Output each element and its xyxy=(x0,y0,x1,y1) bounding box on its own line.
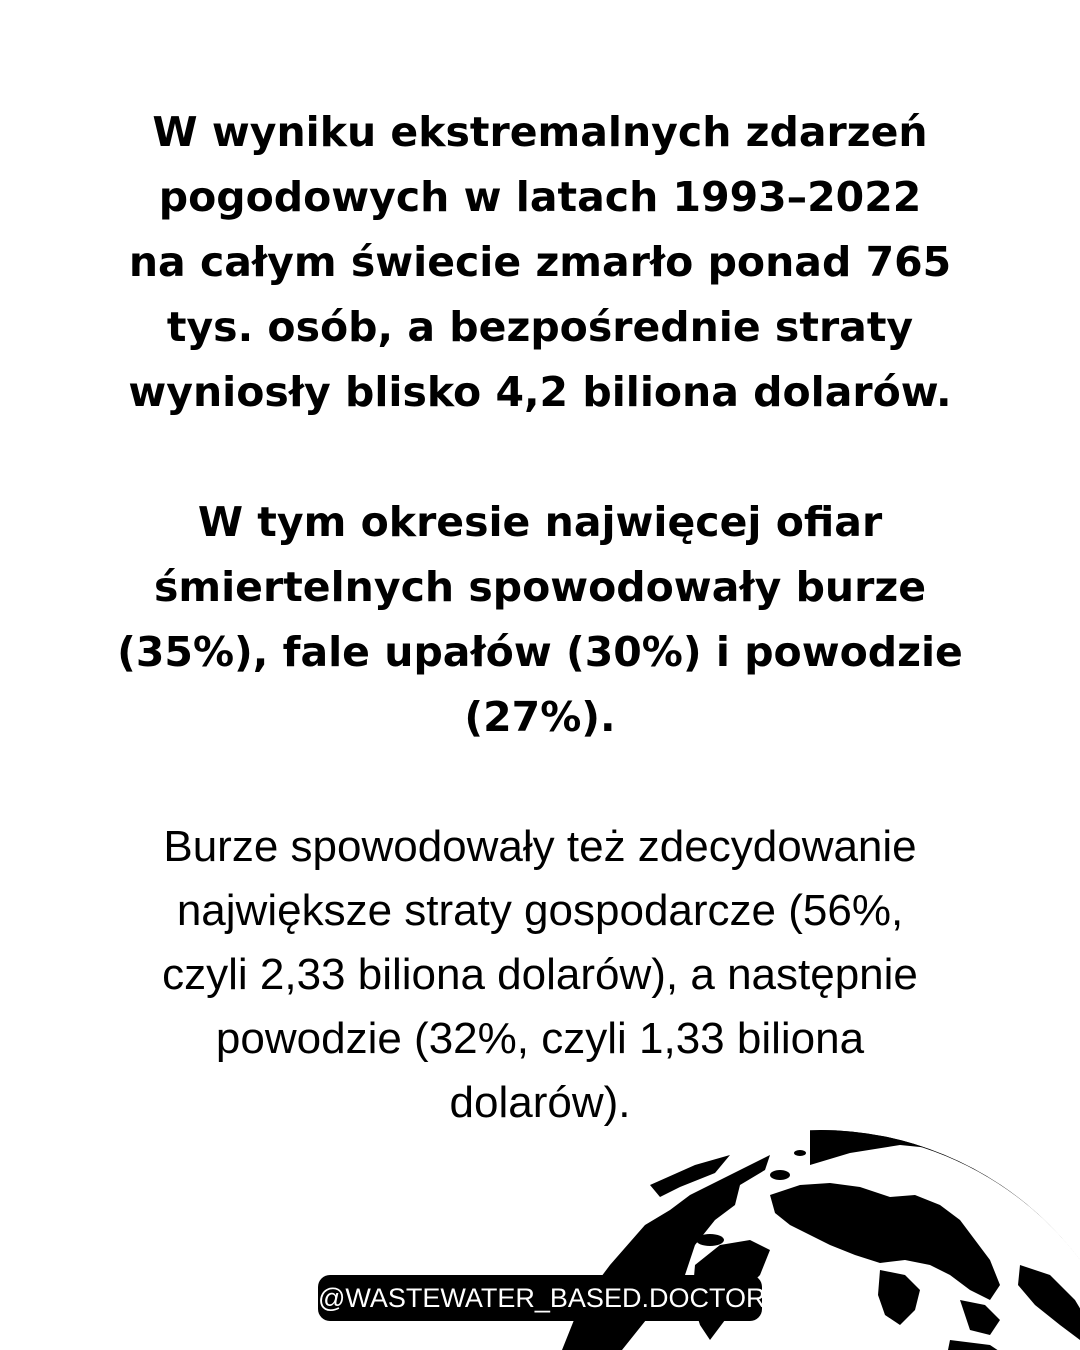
paragraph-line: Burze spowodowały też zdecydowanie xyxy=(163,822,917,871)
paragraph-line: tys. osób, a bezpośrednie straty xyxy=(166,303,914,351)
paragraph-line: wyniosły blisko 4,2 biliona dolarów. xyxy=(128,368,952,416)
paragraph-line: (27%). xyxy=(464,693,616,741)
text-content xyxy=(60,100,1020,1135)
paragraph-line: na całym świecie zmarło ponad 765 xyxy=(128,238,952,286)
paragraph-line: pogodowych w latach 1993–2022 xyxy=(158,173,922,221)
paragraph-line: dolarów). xyxy=(449,1078,631,1127)
account-handle-badge: @WASTEWATER_BASED.DOCTOR xyxy=(318,1275,762,1321)
paragraph-line: czyli 2,33 biliona dolarów), a następnie xyxy=(162,950,918,999)
paragraph-line: powodzie (32%, czyli 1,33 biliona xyxy=(215,1014,865,1063)
paragraph-line: śmiertelnych spowodowały burze xyxy=(153,563,926,611)
paragraph-spacer xyxy=(60,425,1020,490)
paragraph-deaths xyxy=(60,100,1020,425)
paragraph-spacer xyxy=(60,750,1020,815)
paragraph-line: (35%), fale upałów (30%) i powodzie xyxy=(117,628,963,676)
paragraph-causes xyxy=(60,490,1020,750)
paragraph-line: W tym okresie najwięcej ofiar xyxy=(197,498,883,546)
paragraph-line: W wyniku ekstremalnych zdarzeń xyxy=(152,108,928,156)
paragraph-losses xyxy=(60,815,1020,1135)
paragraph-line: największe straty gospodarcze (56%, xyxy=(176,886,904,935)
